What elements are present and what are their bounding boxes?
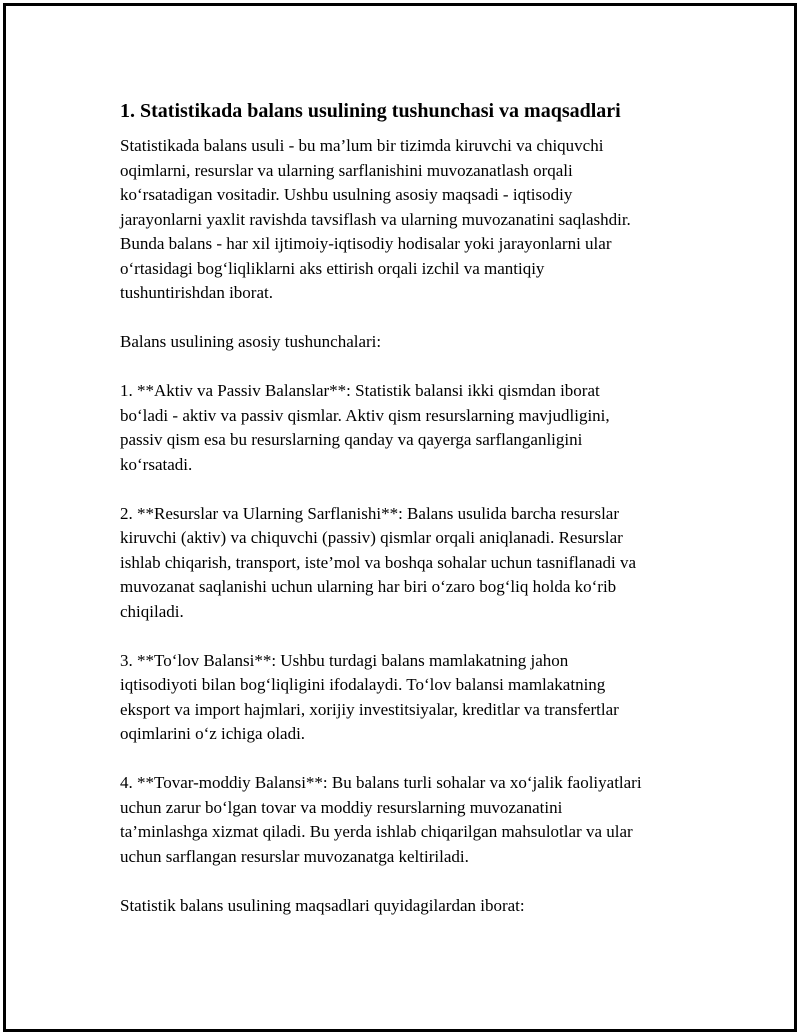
text-line: jarayonlarni yaxlit ravishda tavsiflash va ularning muvozanatini saqlashdir. bbox=[120, 209, 631, 229]
list-item-active-passive bbox=[120, 379, 700, 477]
goals-intro-paragraph bbox=[120, 894, 700, 919]
list-item-goods-balance bbox=[120, 771, 700, 869]
page-frame bbox=[3, 3, 797, 1032]
text-line: uchun sarflangan resurslar muvozanatga keltiriladi. bbox=[120, 846, 469, 866]
text-line: bo‘ladi - aktiv va passiv qismlar. Aktiv qism resurslarning mavjudligini, bbox=[120, 405, 610, 425]
text-line: eksport va import hajmlari, xorijiy investitsiyalar, kreditlar va transfertlar bbox=[120, 699, 619, 719]
document-body bbox=[120, 98, 700, 943]
text-line: oqimlarni, resurslar va ularning sarflanishini muvozanatlash orqali bbox=[120, 160, 573, 180]
list-item-resources bbox=[120, 502, 700, 625]
text-line: Bunda balans - har xil ijtimoiy-iqtisodiy hodisalar yoki jarayonlarni ular bbox=[120, 234, 612, 253]
text-line: o‘rtasidagi bog‘liqliklarni aks ettirish orqali izchil va mantiqiy bbox=[120, 258, 545, 278]
text-line: passiv qism esa bu resurslarning qanday va qayerga sarflanganligini bbox=[120, 430, 583, 449]
text-line: Statistikada balans usuli - bu ma’lum bir tizimda kiruvchi va chiquvchi bbox=[120, 136, 604, 155]
text-line: kiruvchi (aktiv) va chiquvchi (passiv) qismlar orqali aniqlanadi. Resurslar bbox=[120, 528, 623, 547]
text-line: uchun zarur bo‘lgan tovar va moddiy resurslarning muvozanatini bbox=[120, 797, 563, 817]
text-line: ta’minlashga xizmat qiladi. Bu yerda ishlab chiqarilgan mahsulotlar va ular bbox=[120, 822, 633, 841]
intro-paragraph bbox=[120, 134, 700, 306]
list-item-payment-balance bbox=[120, 649, 700, 747]
text-line: 2. **Resurslar va Ularning Sarflanishi**: Balans usulida barcha resurslar bbox=[120, 503, 620, 523]
text-line: ko‘rsatadigan vositadir. Ushbu usulning asosiy maqsadi - iqtisodiy bbox=[120, 185, 573, 204]
text-line: 1. **Aktiv va Passiv Balanslar**: Statistik balansi ikki qismdan iborat bbox=[120, 381, 600, 400]
section-heading: 1. Statistikada balans usulining tushunchasi va maqsadlari bbox=[120, 100, 621, 122]
text-line: iqtisodiyoti bilan bog‘liqligini ifodalaydi. To‘lov balansi mamlakatning bbox=[120, 675, 606, 694]
text-line: ishlab chiqarish, transport, iste’mol va boshqa sohalar uchun tasniflanadi va bbox=[120, 552, 637, 572]
text-line: tushuntirishdan iborat. bbox=[120, 283, 273, 302]
text-line: 4. **Tovar-moddiy Balansi**: Bu balans turli sohalar va xo‘jalik faoliyatlari bbox=[120, 773, 642, 792]
text-line: Statistik balans usulining maqsadlari quyidagilardan iborat: bbox=[120, 895, 525, 915]
text-line: muvozanat saqlanishi uchun ularning har biri o‘zaro bog‘liq holda ko‘rib bbox=[120, 577, 617, 596]
text-line: 3. **To‘lov Balansi**: Ushbu turdagi balans mamlakatning jahon bbox=[120, 650, 569, 670]
text-line: oqimlarini o‘z ichiga oladi. bbox=[120, 724, 306, 743]
concepts-intro-paragraph bbox=[120, 330, 700, 355]
text-line: chiqiladi. bbox=[120, 601, 184, 621]
text-line: ko‘rsatadi. bbox=[120, 454, 193, 474]
text-line: Balans usulining asosiy tushunchalari: bbox=[120, 332, 382, 351]
